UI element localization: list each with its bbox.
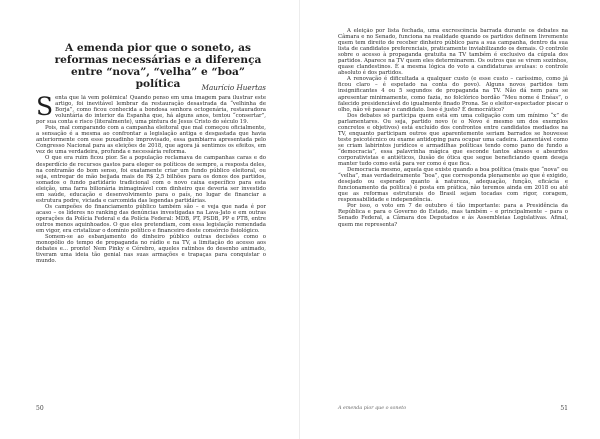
paragraph: Os campeões do financiamento público também são – e veja que nada é por acaso – os líderes no ranking das denúncias investigadas na Lava-Jato e em outras operações da Polícia Federal e da Polícia Federal: MDB, PT, PSDB, PP e PTB, entre outros menos aquinhoados. O que eles pretendiam, com essa legislação remendada em vigor, era cristalizar o domínio político e financeiro deste consórcio fisiológico. [36,203,266,235]
paragraph: Pois, mal comparando com a campanha eleitoral que mal começou oficialmente, a sensação é a mesma ao confrontar a legislação antiga e desgastada que havia anteriormente com esse puxadinho improvisado, essa gambiarra apresentada pelo Congresso Nacional para as eleições de 2018, que agora já sentimos os efeitos, em vez de uma verdadeira, profunda e necessária reforma. [36,125,266,156]
article-author: Maurício Huertas [201,83,266,92]
right-body-text [338,28,568,378]
drop-cap: S [36,95,54,121]
page-number-left: 50 [36,405,44,412]
paragraph: O que era ruim ficou pior. Se a população reclamava de campanhas caras e do desperdício de recursos gastos para eleger os políticos de sempre, a resposta deles, na contramão do bom senso, foi exatamente criar um fundo público eleitoral, ou seja, entregar de mão beijada mais de R$ 2,5 bilhões para os donos dos partidos, somados o fundo partidário tradicional com o novo caixa específico para esta eleição, uma farra bilionária inimaginável com dinheiro que deveria ser investido em saúde, educação e desenvolvimento para o país, no lugar de financiar a estrutura podre, viciada e carcomida das legendas partidárias. [36,155,266,204]
paragraph-text: enta que lá vem polêmica! Quando penso em uma imagem para ilustrar este artigo, foi inevitável lembrar da restauração desastrada da “velhinha de Borja”, como ficou conhecida a bondosa senhora octogenária, restauradora voluntária do interior da Espanha que, há alguns anos, tentou “consertar”, por sua conta e risco (literalmente), uma pintura de Jesus Cristo do século 19. [36,95,266,126]
paragraph [36,95,266,125]
paragraph: A eleição por lista fechada, uma excrescência barrada durante os debates na Câmara e no Senado, funciona na realidade quando os partidos definem livremente quem tem direito de receber dinheiro público para a sua campanha, dentro da sua lista de candidatos preferenciais, praticamente inviabilizando os demais. O controle sobre o acesso à propaganda gratuita na TV também é exclusivo da cúpula dos partidos. Aparece na TV quem eles determinarem. Os outros que se virem sozinhos, quase clandestinos. É a mesma lógica do voto a candidaturas avulsas: o controle absoluto é dos partidos. [338,28,568,77]
paragraph: Somem-se ao esbanjamento do dinheiro público outras decisões como o monopólio do tempo de propaganda no rádio e na TV, a limitação do acesso aos debates e... pronto! Nem Pinky e Cérebro, aqueles ratinhos do desenho animado, tiveram uma ideia tão genial nas suas armações e trapaças para conquistar o mundo. [36,234,266,265]
running-head: A emenda pior que o soneto [338,406,407,411]
paragraph: A renovação é dificultada a qualquer custo (e esse custo – caríssimo, como já ficou claro – é espetado na conta do povo). Alguns novos partidos tem insignificantes 4 ou 5 segundos de propaganda na TV. Não dá nem para se apresentar minimamente, como fazia, no folclórico bordão “Meu nome é Enéas”, o falecido presidenciável do igualmente finado Prona. Se o eleitor-espectador piscar o olho, não vê passar o candidato. Isso é justo? É democrático? [338,76,568,113]
paragraph: Democracia mesmo, aquela que existe quando a boa política (mais que “nova” ou “velha”, mas verdadeiramente “boa”, que corresponda plenamente ao que é exigido, desejado ou esperado quanto à natureza, adequação, função, eficácia e funcionamento da política) é posta em prática, não teremos ainda em 2018 ou até que as reformas estruturais do Brasil sejam tocadas com rigor, coragem, responsabilidade e independência. [338,167,568,204]
paragraph: Dos debates só participa quem está em uma coligação com um mínimo “x” de parlamentares. Ou seja, partido novo (e o Novo é mesmo um dos exemplos concretos e objetivos) está excluído dos confrontos entre candidatos mediados na TV, enquanto participam outros que aparentemente seriam barrados se houvesse teste psicotécnico ou exame antidoping para ocupar uma cadeira. Lamentável como se criam labirintos jurídicos e armadilhas políticas tendo como pano de fundo a “democracia”, essa palavrinha mágica que esconde tantos abusos e absurdos corporativistas e antiéticos, ilusão de ótica que segue beneficiando quem deseja manter tudo como está para ver como é que fica. [338,112,568,168]
article-title: A emenda pior que o soneto, as reformas necessárias e a diferença entre “nova”, “velha” e “boa” política [54,42,262,90]
left-body-text [36,95,266,375]
paragraph: Por isso, o voto em 7 de outubro é tão importante: para a Presidência da República e para o Governo do Estado, mas também – e principalmente – para o Senado Federal, a Câmara dos Deputados e às Assembleias Legislativas. Afinal, quem me representa? [338,203,568,228]
right-page [300,0,600,439]
page-number-right: 51 [560,405,568,412]
